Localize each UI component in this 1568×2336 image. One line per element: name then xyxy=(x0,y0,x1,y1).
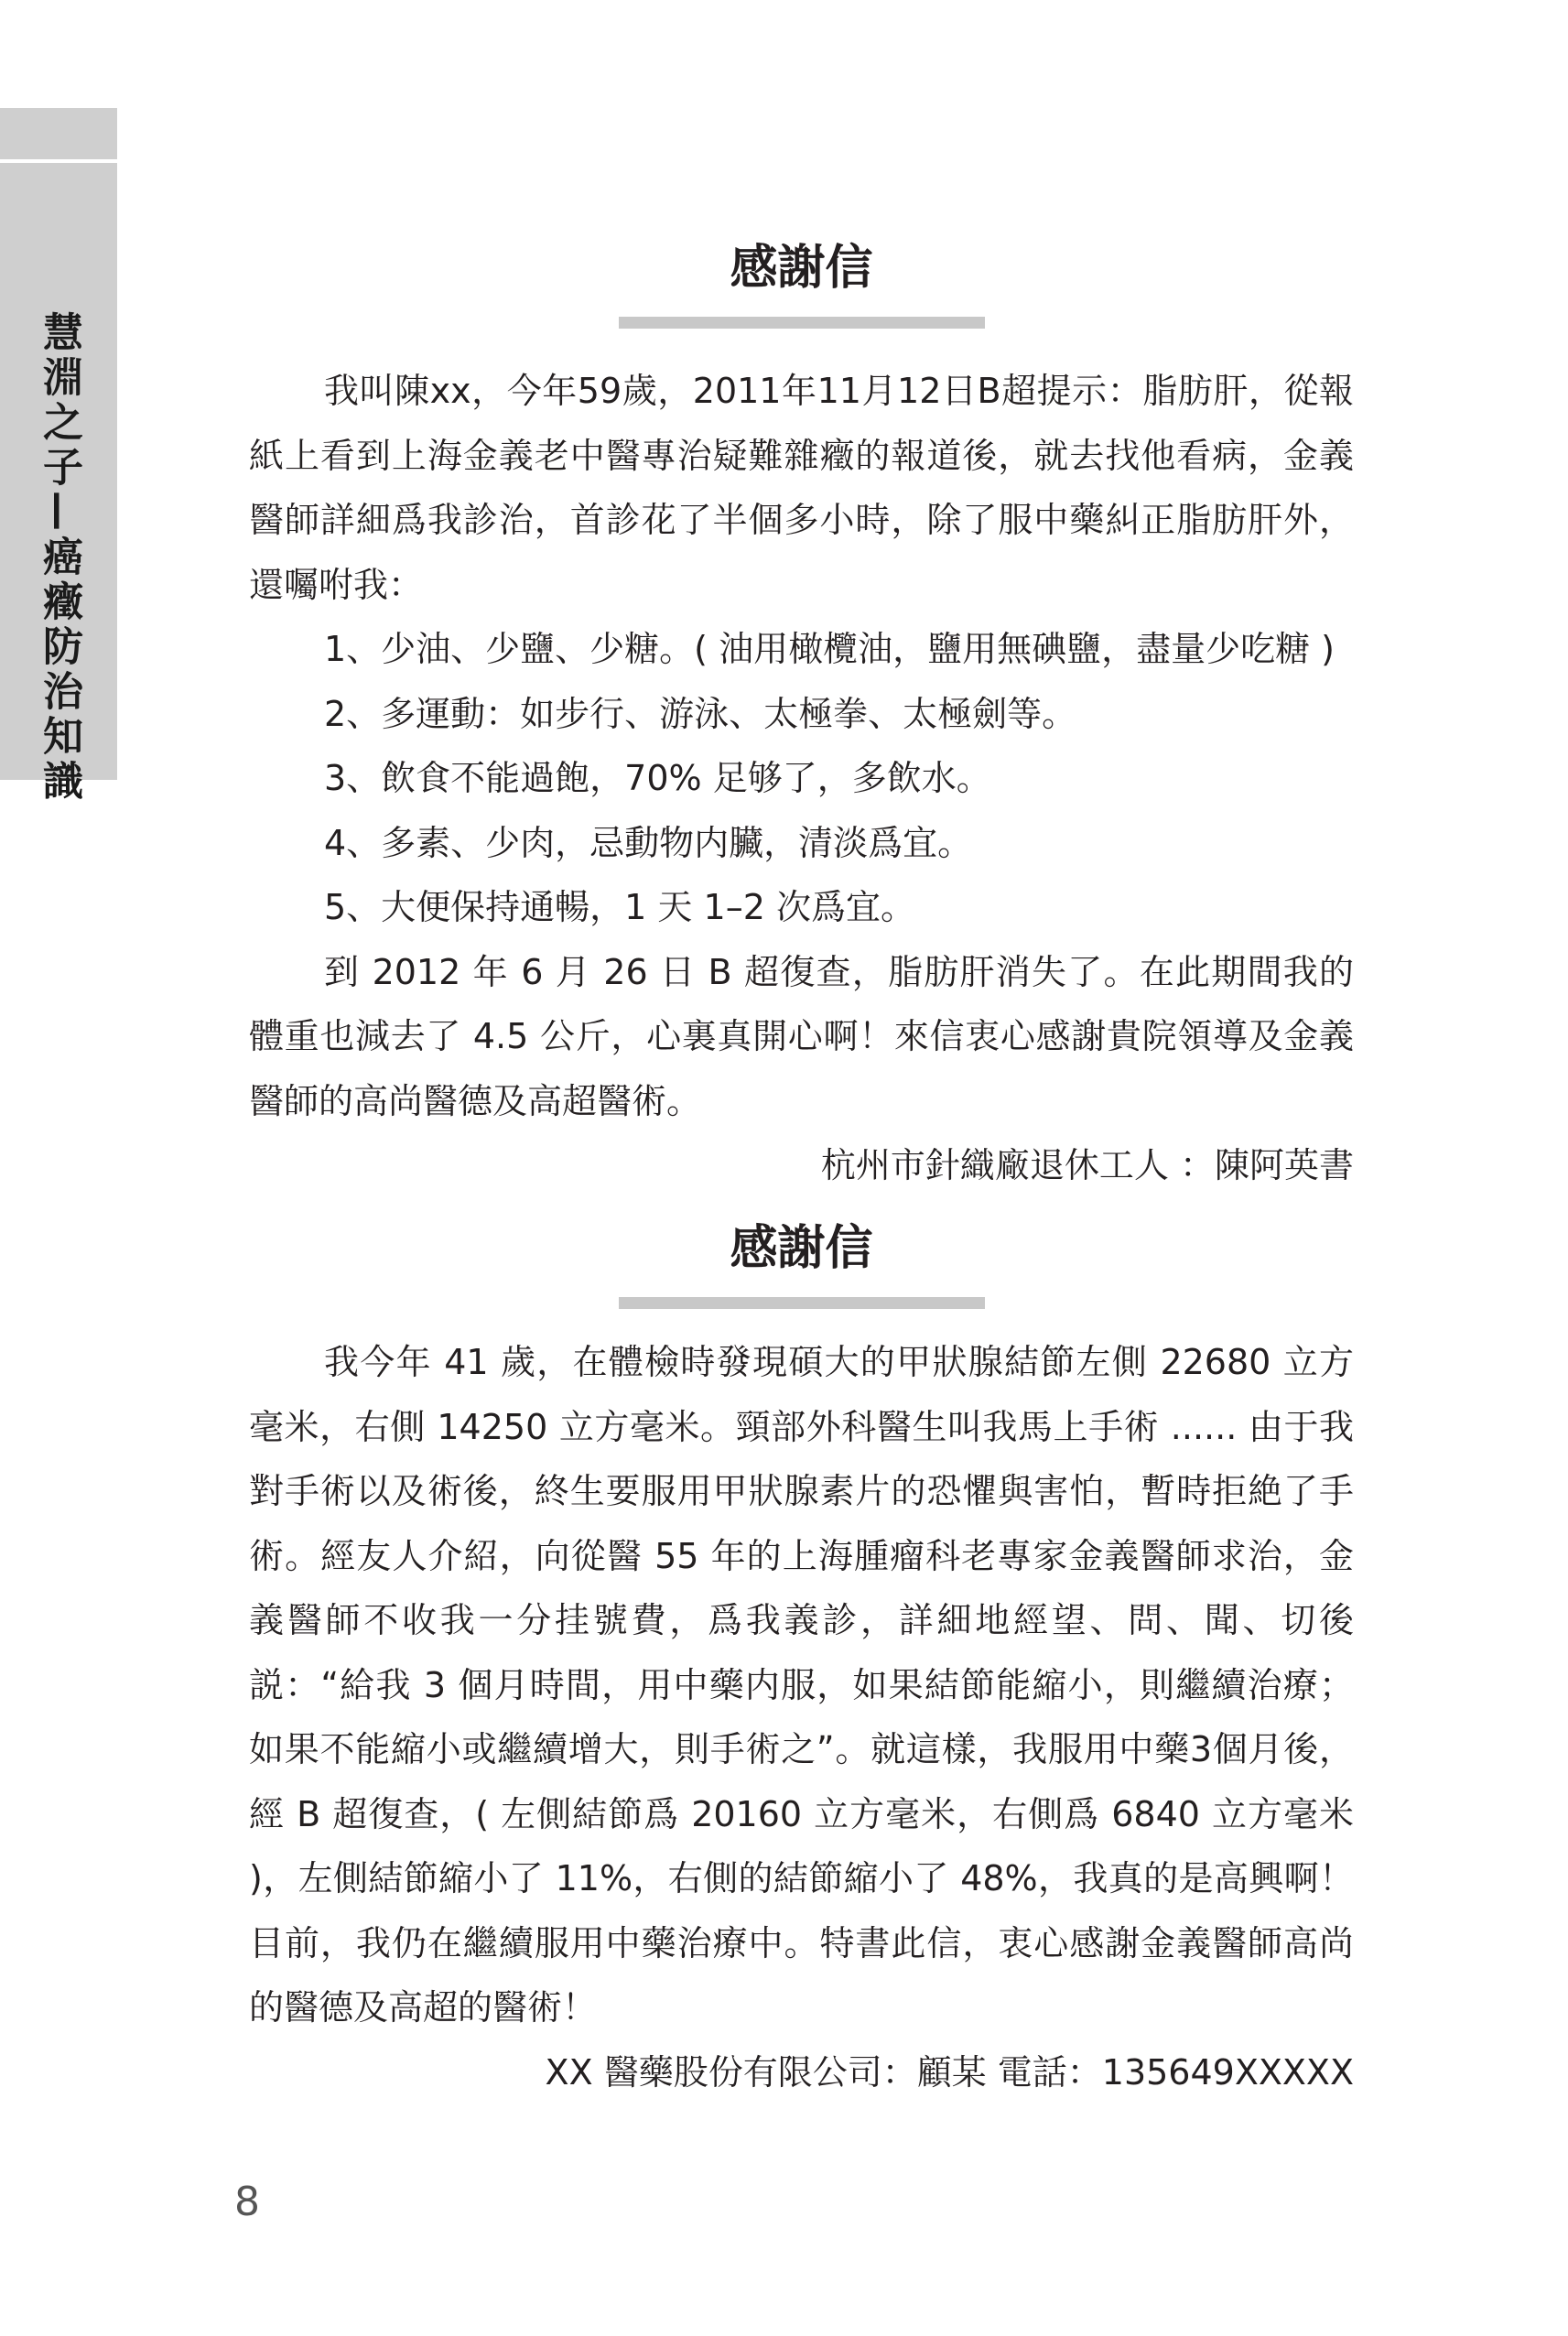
letter-1-list-item: 5、大便保持通暢，1 天 1–2 次爲宜。 xyxy=(324,887,915,928)
page-number: 8 xyxy=(234,2179,260,2225)
side-tab-header xyxy=(0,108,117,159)
letter-1-list-item: 3、飲食不能過飽，70% 足够了，多飲水。 xyxy=(324,758,991,799)
side-tab-label: 慧淵之子—癌癥防治知識 xyxy=(36,311,82,805)
letter-1 xyxy=(249,240,1354,1198)
letter-2 xyxy=(249,1220,1354,2104)
letter-1-list-item: 2、多運動：如步行、游泳、太極拳、太極劍等。 xyxy=(324,693,1077,734)
letter-1-list-item: 4、多素、少肉，忌動物内臟，清淡爲宜。 xyxy=(324,822,973,863)
letter-2-title-bar xyxy=(619,1297,985,1309)
letter-2-paragraph: 我今年 41 歲，在體檢時發現碩大的甲狀腺結節左側 22680 立方毫米，右側 14250 立方毫米。頸部外科醫生叫我馬上手術 ...... 由于我對手術以及術後，終生要服用甲狀腺素片的恐懼與害怕，暫時拒絶了手術。經友人介紹，向從醫 55 年的上海腫瘤科老專家金義醫師求治，金義醫師不收我一分挂號費，爲我義診，詳細地經望、問、聞、切後説：“給我 3 個月時間，用中藥内服，如果結節能縮小，則繼續治療；如果不能縮小或繼續增大，則手術之”。就這樣，我服用中藥3個月後，經 B 超復查，( 左側結節爲 20160 立方毫米，右側爲 6840 立方毫米 )，左側結節縮小了 11%，右側的結節縮小了 48%，我真的是高興啊！目前，我仍在繼續服用中藥治療中。特書此信，衷心感謝金義醫師高尚的醫德及高超的醫術！ xyxy=(249,1342,1354,2028)
letter-2-title: 感謝信 xyxy=(730,1220,873,1276)
letter-1-signature: 杭州市針織廠退休工人 ：陳阿英書 xyxy=(820,1145,1354,1186)
letter-1-title: 感謝信 xyxy=(730,240,873,296)
letter-1-paragraph: 到 2012 年 6 月 26 日 B 超復查，脂肪肝消失了。在此期間我的體重也減去了 4.5 公斤，心裏真開心啊！來信衷心感謝貴院領導及金義醫師的高尚醫德及高超醫術。 xyxy=(249,951,1354,1121)
letter-1-title-bar xyxy=(619,317,985,329)
letter-1-list-item: 1、少油、少鹽、少糖。( 油用橄欖油，鹽用無碘鹽，盡量少吃糖 ) xyxy=(324,629,1335,670)
letter-1-paragraph: 我叫陳xx，今年59歲，2011年11月12日B超提示：脂肪肝，從報紙上看到上海金義老中醫專治疑難雜癥的報道後，就去找他看病，金義醫師詳細爲我診治，首診花了半個多小時，除了服中藥糾正脂肪肝外，還囑咐我： xyxy=(249,371,1354,605)
letter-2-signature: XX 醫藥股份有限公司：顧某 電話：135649XXXXX xyxy=(545,2051,1354,2093)
